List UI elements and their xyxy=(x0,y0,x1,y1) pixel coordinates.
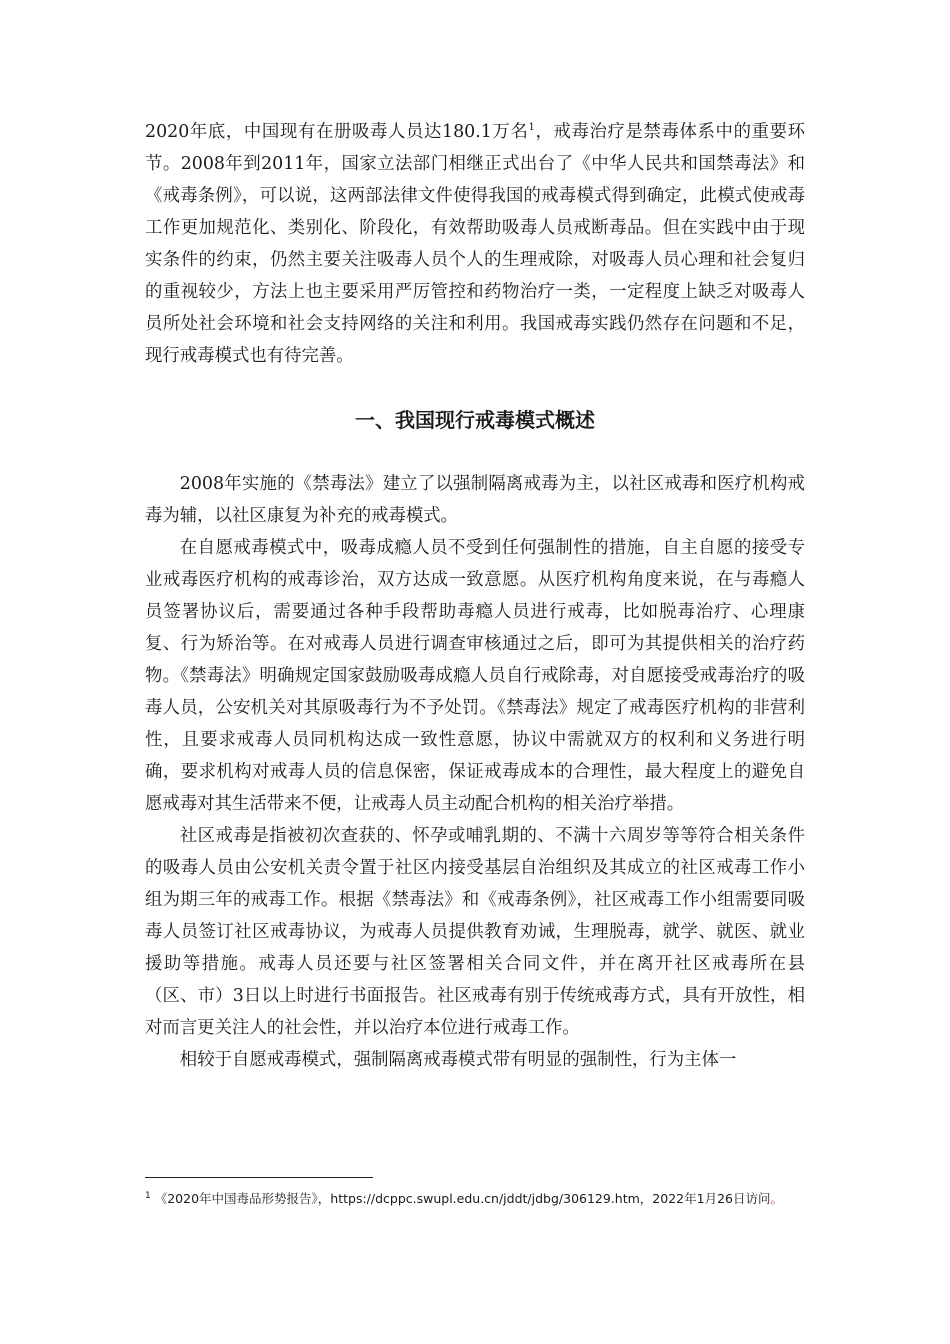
footnote-divider xyxy=(145,1177,373,1178)
intro-text-b: ，戒毒治疗是禁毒体系中的重要环节。2008年到2011年，国家立法部门相继正式出台了《中华人民共和国禁毒法》和《戒毒条例》，可以说，这两部法律文件使得我国的戒毒模式得到确定，此模式使戒毒工作更加规范化、类别化、阶段化，有效帮助吸毒人员戒断毒品。但在实践中由于现实条件的约束，仍然主要关注吸毒人员个人的生理戒除，对吸毒人员心理和社会复归的重视较少，方法上也主要采用严厉管控和药物治疗一类，一定程度上缺乏对吸毒人员所处社会环境和社会支持网络的关注和利用。我国戒毒实践仍然存在问题和不足，现行戒毒模式也有待完善。 xyxy=(145,122,805,366)
footnote-reference[interactable]: 1 xyxy=(528,122,535,134)
intro-text-a: 2020年底，中国现有在册吸毒人员达180.1万名 xyxy=(145,122,529,142)
body-paragraph: 在自愿戒毒模式中，吸毒成瘾人员不受到任何强制性的措施，自主自愿的接受专业戒毒医疗机构的戒毒诊治，双方达成一致意愿。从医疗机构角度来说，在与毒瘾人员签署协议后，需要通过各种手段帮助毒瘾人员进行戒毒，比如脱毒治疗、心理康复、行为矫治等。在对戒毒人员进行调查审核通过之后，即可为其提供相关的治疗药物。《禁毒法》明确规定国家鼓励吸毒成瘾人员自行戒除毒，对自愿接受戒毒治疗的吸毒人员，公安机关对其原吸毒行为不予处罚。《禁毒法》规定了戒毒医疗机构的非营利性，且要求戒毒人员同机构达成一致性意愿，协议中需就双方的权利和义务进行明确，要求机构对戒毒人员的信息保密，保证戒毒成本的合理性，最大程度上的避免自愿戒毒对其生活带来不便，让戒毒人员主动配合机构的相关治疗举措。 xyxy=(145,538,805,814)
section-heading: 一、我国现行戒毒模式概述 xyxy=(355,408,595,432)
intro-paragraph xyxy=(145,116,805,372)
footnote xyxy=(145,1188,810,1209)
footnote-mark: 1 xyxy=(145,1190,151,1201)
body-paragraph: 社区戒毒是指被初次查获的、怀孕或哺乳期的、不满十六周岁等等符合相关条件的吸毒人员由公安机关责令置于社区内接受基层自治组织及其成立的社区戒毒工作小组为期三年的戒毒工作。根据《禁毒法》和《戒毒条例》，社区戒毒工作小组需要同吸毒人员签订社区戒毒协议，为戒毒人员提供教育劝诫，生理脱毒，就学、就医、就业援助等措施。戒毒人员还要与社区签署相关合同文件，并在离开社区戒毒所在县（区、市）3日以上时进行书面报告。社区戒毒有别于传统戒毒方式，具有开放性，相对而言更关注人的社会性，并以治疗本位进行戒毒工作。 xyxy=(145,826,805,1038)
footnote-end-mark: 。 xyxy=(770,1191,783,1206)
section-body xyxy=(145,468,805,1076)
body-paragraph: 2008年实施的《禁毒法》建立了以强制隔离戒毒为主，以社区戒毒和医疗机构戒毒为辅，以社区康复为补充的戒毒模式。 xyxy=(145,474,805,526)
body-paragraph: 相较于自愿戒毒模式，强制隔离戒毒模式带有明显的强制性，行为主体一 xyxy=(179,1050,737,1070)
footnote-text: 《2020年中国毒品形势报告》，https://dcppc.swupl.edu.cn/jddt/jdbg/306129.htm，2022年1月26日访问 xyxy=(154,1191,771,1206)
